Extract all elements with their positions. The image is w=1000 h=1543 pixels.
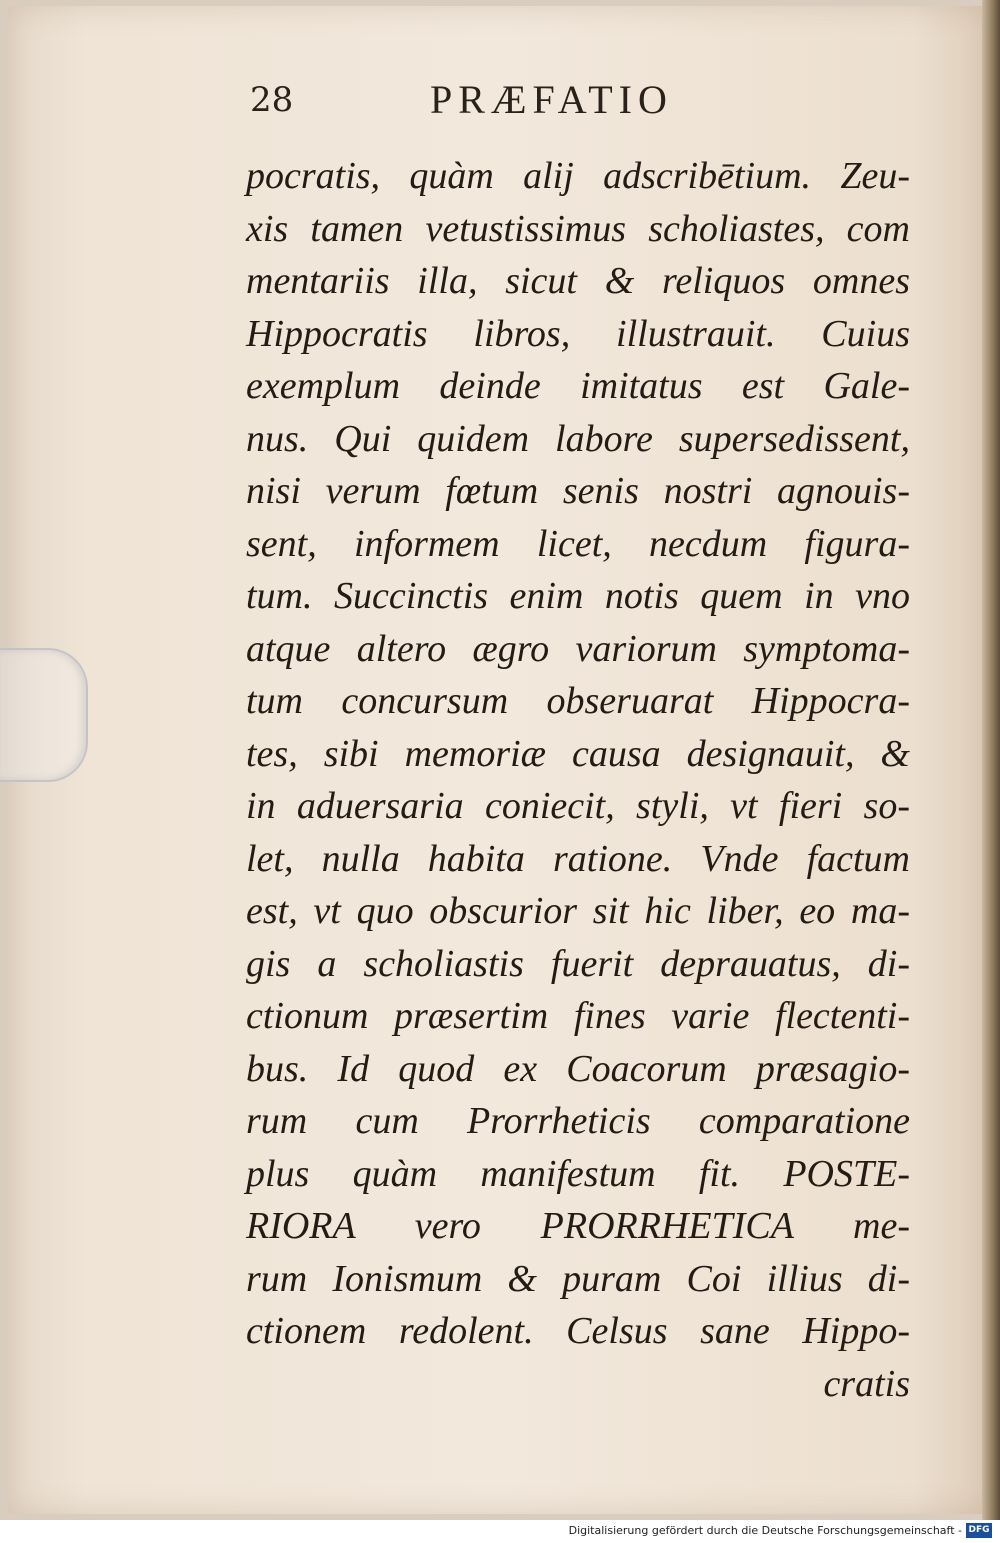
text-line: est, vt quo obscurior sit hic liber, eo ma- — [246, 890, 910, 932]
text-line: rum cum Prorrheticis comparatione — [246, 1100, 910, 1142]
text-line: sent, informem licet, necdum figura- — [246, 522, 910, 565]
text-line: plus quàm manifestum fit. POSTE- — [246, 1152, 910, 1195]
text-line: bus. Id quod ex Coacorum præsagio- — [246, 1047, 910, 1090]
funding-credit: Digitalisierung gefördert durch die Deutsche Forschungsgemeinschaft - — [568, 1524, 962, 1537]
text-line: rum Ionismum & puram Coi illius di- — [246, 1257, 910, 1300]
text-line: nisi verum fœtum senis nostri agnouis- — [246, 470, 910, 512]
text-line: mentariis illa, sicut & reliquos omnes — [246, 260, 910, 302]
page-number: 28 — [250, 80, 294, 120]
page-clip — [0, 648, 88, 782]
dfg-logo: DFG — [966, 1523, 992, 1538]
text-line: let, nulla habita ratione. Vnde factum — [246, 837, 910, 880]
text-line: tum concursum obseruarat Hippocra- — [246, 680, 910, 722]
text-line: in aduersaria coniecit, styli, vt fieri so- — [246, 785, 910, 827]
text-line: tes, sibi memoriæ causa designauit, & — [246, 732, 910, 775]
text-line: ctionum præsertim fines varie flectenti- — [246, 995, 910, 1037]
text-line: gis a scholiastis fuerit deprauatus, di- — [246, 942, 910, 985]
body-text — [246, 150, 910, 1410]
text-line: nus. Qui quidem labore supersedissent, — [246, 417, 910, 460]
running-head: PRÆFATIO — [430, 77, 673, 122]
book-fore-edge — [982, 0, 1000, 1520]
text-line: ctionem redolent. Celsus sane Hippo- — [246, 1310, 910, 1352]
text-line: RIORA vero PRORRHETICA me- — [246, 1205, 910, 1247]
footer-bar — [0, 1520, 1000, 1543]
text-line: Hippocratis libros, illustrauit. Cuius — [246, 312, 910, 355]
text-line: exemplum deinde imitatus est Gale- — [246, 365, 910, 407]
catchword: cratis — [823, 1362, 910, 1405]
text-line: tum. Succinctis enim notis quem in vno — [246, 575, 910, 617]
text-line: atque altero ægro variorum symptoma- — [246, 627, 910, 670]
text-line: pocratis, quàm alij adscribētium. Zeu- — [246, 155, 910, 197]
page-header — [250, 76, 750, 126]
text-line: xis tamen vetustissimus scholiastes, com — [246, 207, 910, 250]
